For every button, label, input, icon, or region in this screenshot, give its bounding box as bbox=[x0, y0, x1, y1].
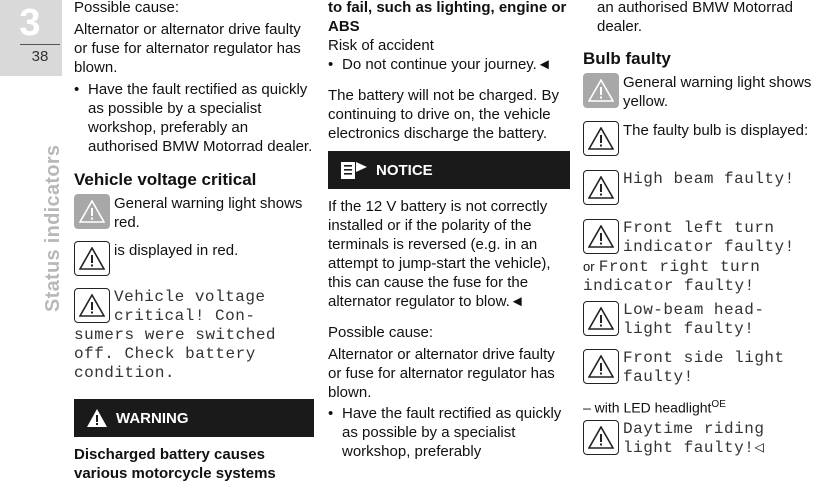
msg-drl-line1: Daytime riding bbox=[623, 419, 765, 438]
column-1 bbox=[74, 0, 314, 483]
notice-banner bbox=[328, 151, 570, 189]
warning-text-continued: to fail, such as lighting, engine or ABS bbox=[328, 0, 567, 35]
stop-text: Do not continue your journey.◄ bbox=[342, 56, 552, 73]
cause-text: Alternator or alternator drive faulty or fuse for alternator regulator has blown. bbox=[74, 21, 301, 76]
rectify-bullet: • Have the fault rectified as quickly as possible by a specialist workshop, preferably bbox=[328, 405, 562, 460]
rectify-text: Have the fault rectified as quickly as possible by a specialist workshop, preferably bbox=[342, 405, 562, 460]
notice-book-icon bbox=[340, 159, 368, 181]
section-side-label: Status indicators bbox=[42, 144, 64, 312]
warning-light-row bbox=[74, 194, 314, 232]
led-sup: OE bbox=[711, 399, 726, 410]
column-3 bbox=[583, 0, 822, 458]
bulb-light-row bbox=[583, 73, 822, 111]
rectify-bullet: • Have the fault rectified as quickly as possible by a specialist workshop, preferably an authorised BMW Motorrad dealer. bbox=[74, 81, 313, 155]
warning-text: Discharged battery causes various motorcycle systems bbox=[74, 446, 276, 482]
section-heading-voltage: Vehicle voltage critical bbox=[74, 170, 257, 189]
msg-front-right-line1: Front right turn bbox=[598, 258, 761, 276]
chapter-tab bbox=[0, 0, 62, 76]
notice-text: If the 12 V battery is not correctly installed or if the polarity of the terminals is reversed (e.g. in an attempt to jump-start the vehicle), this can cause the fuse for the alternator regulator to blow.◄ bbox=[328, 198, 551, 310]
warning-triangle-icon bbox=[583, 420, 619, 455]
warning-triangle-icon bbox=[583, 170, 619, 205]
cause-text: Alternator or alternator drive faulty or fuse for alternator regulator has blown. bbox=[328, 346, 555, 401]
warning-triangle-icon bbox=[74, 194, 110, 229]
msg-high-beam: High beam faulty! bbox=[623, 170, 795, 188]
display-text: is displayed in red. bbox=[114, 242, 239, 259]
warning-triangle-icon bbox=[74, 288, 110, 323]
msg-side-line2: faulty! bbox=[623, 368, 694, 386]
rectify-text: Have the fault rectified as quickly as possible by a specialist workshop, preferably an authorised BMW Motorrad dealer. bbox=[88, 81, 313, 155]
warning-triangle-icon bbox=[583, 121, 619, 156]
msg-front-left-line2: indicator faulty! bbox=[623, 238, 795, 256]
bulb-display-text: The faulty bulb is displayed: bbox=[623, 122, 809, 139]
warning-banner bbox=[74, 399, 314, 437]
chapter-divider bbox=[20, 44, 60, 45]
front-right-block bbox=[583, 257, 822, 296]
risk-text: Risk of accident bbox=[328, 37, 434, 54]
chapter-number: 3 bbox=[19, 2, 41, 44]
page-number: 38 bbox=[31, 48, 49, 65]
msg-front-right-line2: indicator faulty! bbox=[583, 277, 755, 295]
warning-triangle-icon bbox=[583, 301, 619, 336]
possible-cause-label: Possible cause: bbox=[74, 0, 180, 16]
battery-text: The battery will not be charged. By continuing to drive on, the vehicle electronics discharge the battery. bbox=[328, 87, 559, 142]
msg-drl-line2: light faulty!◁ bbox=[623, 438, 765, 457]
possible-cause-label: Possible cause: bbox=[328, 324, 434, 341]
warning-light-text: General warning light shows red. bbox=[114, 195, 303, 231]
display-row bbox=[74, 241, 314, 276]
column-2 bbox=[328, 0, 570, 461]
warning-icon bbox=[86, 408, 108, 428]
voltage-message-line1: Vehicle voltage bbox=[114, 288, 266, 306]
msg-front-left-line1: Front left turn bbox=[623, 219, 775, 237]
voltage-message-line2: critical! Con- bbox=[114, 307, 256, 325]
bulb-light-text: General warning light shows yellow. bbox=[623, 74, 812, 110]
msg-low-beam-line1: Low-beam head- bbox=[623, 301, 765, 319]
warning-triangle-icon bbox=[74, 241, 110, 276]
section-heading-bulb: Bulb faulty bbox=[583, 49, 671, 68]
or-label: or bbox=[583, 259, 595, 274]
low-beam-row bbox=[583, 301, 822, 339]
led-text: – with LED headlight bbox=[583, 399, 712, 416]
front-left-row bbox=[583, 219, 822, 257]
voltage-message-line3: sumers were switched off. Check battery condition. bbox=[74, 326, 277, 382]
stop-bullet: • Do not continue your journey.◄ bbox=[328, 56, 552, 73]
dealer-text: an authorised BMW Motorrad dealer. bbox=[597, 0, 793, 35]
notice-label: NOTICE bbox=[376, 161, 433, 179]
warning-label: WARNING bbox=[116, 409, 189, 427]
msg-side-line1: Front side light bbox=[623, 349, 785, 367]
drl-row bbox=[583, 420, 822, 458]
warning-triangle-icon bbox=[583, 73, 619, 108]
voltage-message-row bbox=[74, 288, 314, 326]
high-beam-row bbox=[583, 170, 822, 205]
warning-triangle-icon bbox=[583, 349, 619, 384]
side-light-row bbox=[583, 349, 822, 387]
msg-low-beam-line2: light faulty! bbox=[623, 320, 755, 338]
warning-triangle-icon bbox=[583, 219, 619, 254]
led-headlight-note bbox=[583, 395, 822, 418]
bulb-display-row bbox=[583, 121, 822, 156]
